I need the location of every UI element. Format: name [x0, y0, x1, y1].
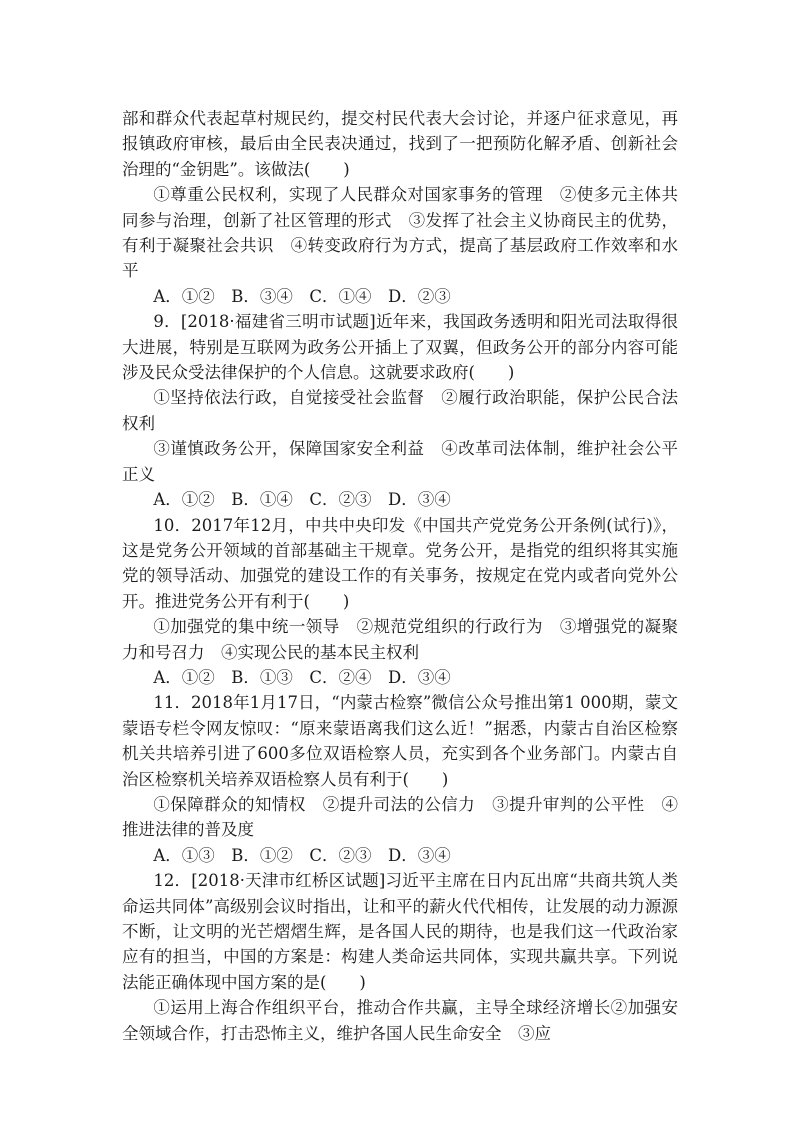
question-11-statements: ①保障群众的知情权 ②提升司法的公信力 ③提升审判的公平性 ④推进法律的普及度 [122, 794, 678, 840]
question-12-stem: 12．[2018·天津市红桥区试题]习近平主席在日内瓦出席“共商共筑人类命运共同体”高级别会议时指出，让和平的薪火代代相传，让发展的动力源源不断，让文明的光芒熠熠生辉，是各国人民的期待，也是我们这一代政治家应有的担当，中国的方案是：构建人类命运共同体，实现共赢共享。下列说法能正确体现中国方案的是( ) [122, 871, 678, 992]
question-10-options: A．①② B．①③ C．②④ D．③④ [153, 667, 451, 687]
question-10-statements: ①加强党的集中统一领导 ②规范党组织的行政行为 ③增强党的凝聚力和号召力 ④实现公民的基本民主权利 [122, 617, 678, 662]
question-9-statements-2: ③谨慎政务公开，保障国家安全利益 ④改革司法体制，维护社会公平正义 [122, 439, 678, 484]
question-11-stem: 11．2018年1月17日，“内蒙古检察”微信公众号推出第1 000期，蒙文蒙语专栏令网友惊叹：“原来蒙语离我们这么近！”据悉，内蒙古自治区检察机关共培养引进了600多位双语检察人员，充实到各个业务部门。内蒙古自治区检察机关培养双语检察人员有利于( ) [122, 693, 678, 789]
question-8-stem-continued: 部和群众代表起草村规民约，提交村民代表大会讨论，并逐户征求意见，再报镇政府审核，最后由全民表决通过，找到了一把预防化解矛盾、创新社会治理的“金钥匙”。该做法( ) [122, 109, 678, 179]
document-page [122, 106, 678, 1046]
question-8-options: A．①② B．③④ C．①④ D．②③ [153, 286, 451, 306]
question-11-options: A．①③ B．①② C．②③ D．③④ [153, 845, 451, 865]
question-9-options: A．①② B．①④ C．②③ D．③④ [153, 490, 451, 510]
question-9-statements-1: ①坚持依法行政，自觉接受社会监督 ②履行政治职能，保护公民合法权利 [122, 388, 678, 433]
question-9-stem: 9．[2018·福建省三明市试题]近年来，我国政务透明和阳光司法取得很大进展，特别是互联网为政务公开插上了双翼，但政务公开的部分内容可能涉及民众受法律保护的个人信息。这就要求政府( ) [122, 312, 678, 383]
question-8-statements: ①尊重公民权利，实现了人民群众对国家事务的管理 ②使多元主体共同参与治理，创新了社区管理的形式 ③发挥了社会主义协商民主的优势，有利于凝聚社会共识 ④转变政府行为方式，提高了基层政府工作效率和水平 [122, 185, 678, 281]
question-12-statements: ①运用上海合作组织平台，推动合作共赢，主导全球经济增长②加强安全领域合作，打击恐怖主义，维护各国人民生命安全 ③应 [122, 998, 678, 1043]
question-10-stem: 10．2017年12月，中共中央印发《中国共产党党务公开条例(试行)》，这是党务公开领域的首部基础主干规章。党务公开，是指党的组织将其实施党的领导活动、加强党的建设工作的有关事务，按规定在党内或者向党外公开。推进党务公开有利于( ) [122, 515, 678, 611]
